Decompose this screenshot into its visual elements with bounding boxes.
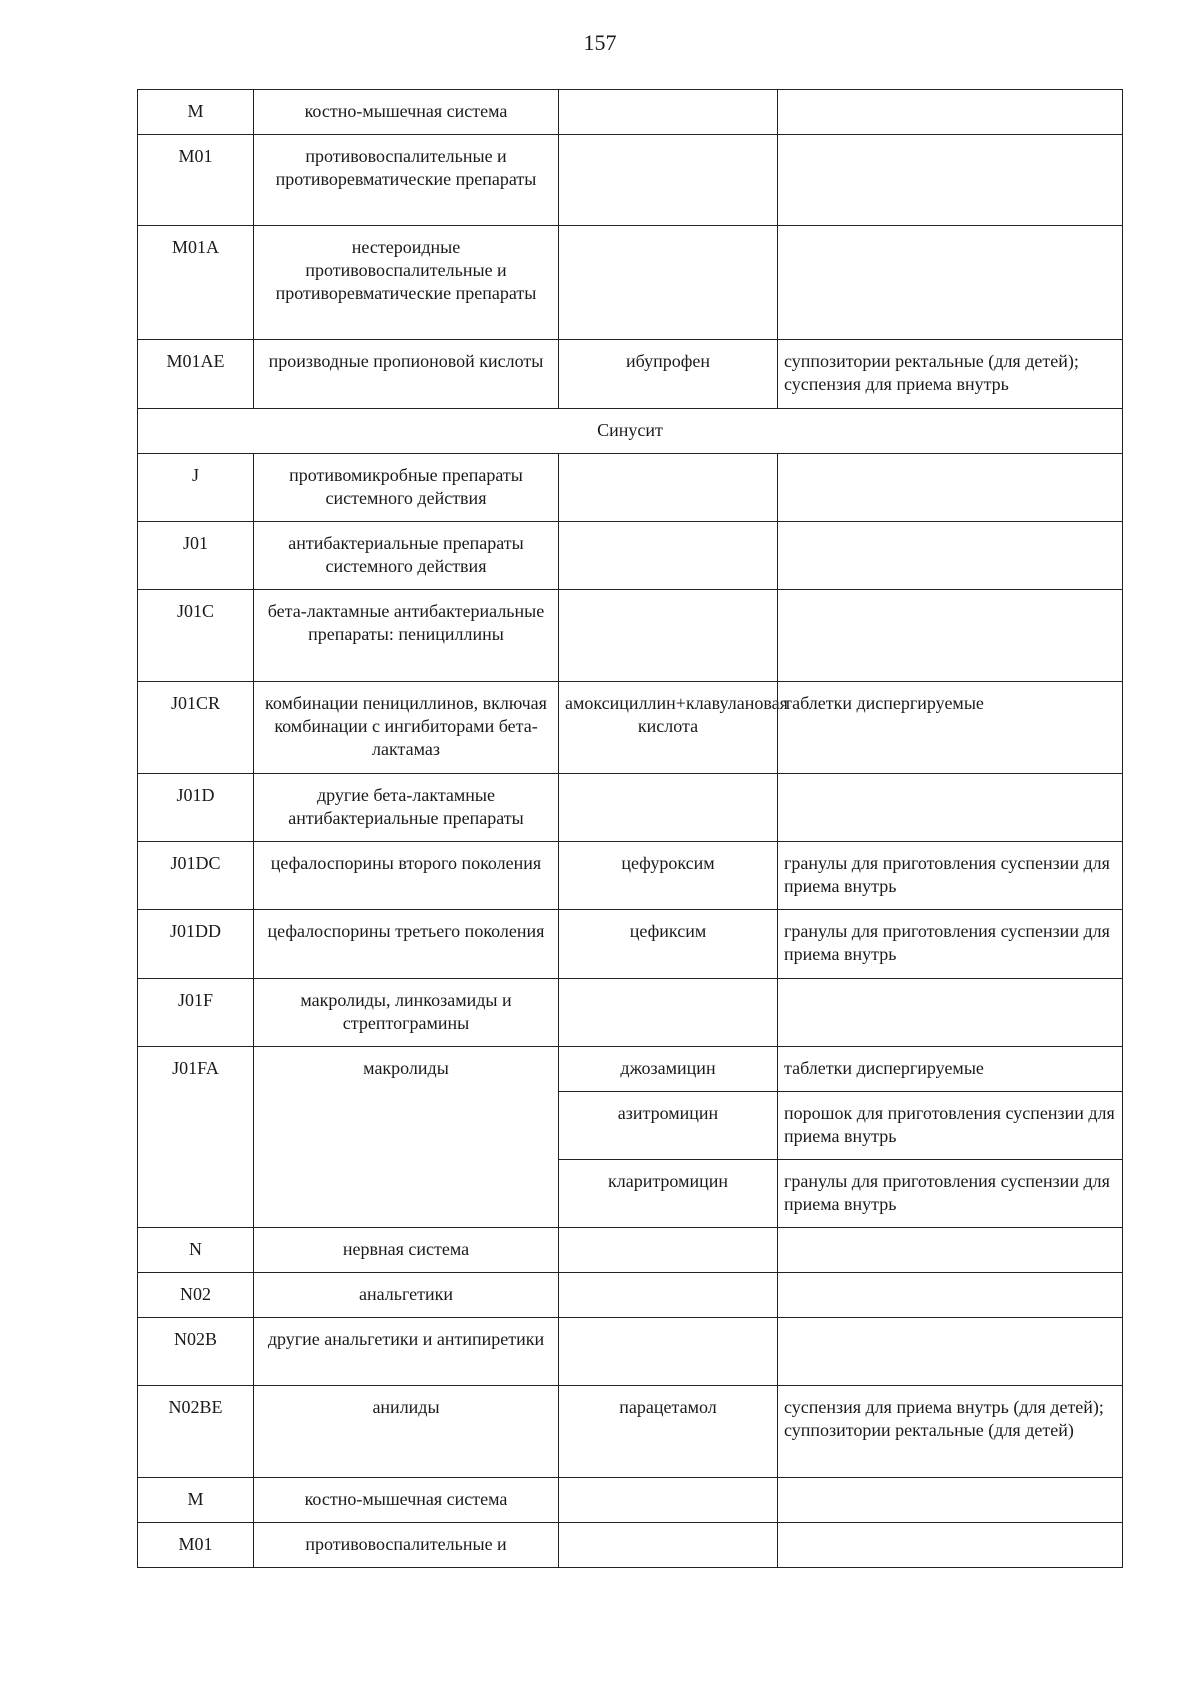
drug-name [559, 1318, 778, 1386]
dosage-form [778, 590, 1123, 682]
table-row [138, 1478, 1123, 1523]
atc-code: N02BE [138, 1386, 254, 1478]
dosage-form: суппозитории ректальные (для детей); суспензия для приема внутрь [778, 340, 1123, 409]
atc-code: N02B [138, 1318, 254, 1386]
drug-name [559, 1478, 778, 1523]
dosage-form: таблетки диспергируемые [778, 1047, 1123, 1092]
drug-name: цефиксим [559, 910, 778, 979]
table-row [138, 590, 1123, 682]
table-row [138, 226, 1123, 340]
table-row [138, 682, 1123, 774]
drug-name: цефуроксим [559, 842, 778, 910]
drug-name [559, 774, 778, 842]
drug-name [559, 1273, 778, 1318]
atc-code: M01 [138, 135, 254, 226]
drug-table [137, 89, 1123, 1568]
dosage-form [778, 226, 1123, 340]
table-row [138, 1386, 1123, 1478]
dosage-form [778, 1273, 1123, 1318]
drug-name [559, 590, 778, 682]
atc-code: J01DD [138, 910, 254, 979]
pharm-group: другие бета-лактамные антибактериальные препараты [254, 774, 559, 842]
pharm-group: противовоспалительные и противоревматические препараты [254, 135, 559, 226]
dosage-form [778, 979, 1123, 1047]
drug-name: джозамицин [559, 1047, 778, 1092]
atc-code: J01D [138, 774, 254, 842]
pharm-group: анилиды [254, 1386, 559, 1478]
pharm-group: бета-лактамные антибактериальные препараты: пенициллины [254, 590, 559, 682]
table-row [138, 1273, 1123, 1318]
pharm-group: цефалоспорины третьего поколения [254, 910, 559, 979]
drug-name [559, 454, 778, 522]
page-number: 157 [583, 30, 617, 55]
atc-code: J01FA [138, 1047, 254, 1228]
atc-code: J01CR [138, 682, 254, 774]
table-row [138, 910, 1123, 979]
table-row [138, 774, 1123, 842]
dosage-form: таблетки диспергируемые [778, 682, 1123, 774]
pharm-group: нервная система [254, 1228, 559, 1273]
pharm-group: производные пропионовой кислоты [254, 340, 559, 409]
drug-name: амоксициллин+клавулановая кислота [559, 682, 778, 774]
pharm-group: костно-мышечная система [254, 90, 559, 135]
drug-name: ибупрофен [559, 340, 778, 409]
table-row [138, 454, 1123, 522]
pharm-group: анальгетики [254, 1273, 559, 1318]
table-row [138, 1523, 1123, 1568]
pharm-group: антибактериальные препараты системного действия [254, 522, 559, 590]
drug-name: парацетамол [559, 1386, 778, 1478]
atc-code: N [138, 1228, 254, 1273]
pharm-group: цефалоспорины второго поколения [254, 842, 559, 910]
dosage-form [778, 1478, 1123, 1523]
drug-name [559, 90, 778, 135]
table-row [138, 979, 1123, 1047]
drug-name: азитромицин [559, 1092, 778, 1160]
atc-code: N02 [138, 1273, 254, 1318]
table-row [138, 135, 1123, 226]
pharm-group: нестероидные противовоспалительные и противоревматические препараты [254, 226, 559, 340]
drug-name [559, 1228, 778, 1273]
table-row [138, 1318, 1123, 1386]
section-row [138, 409, 1123, 454]
dosage-form [778, 522, 1123, 590]
section-title: Синусит [138, 409, 1123, 454]
dosage-form [778, 1523, 1123, 1568]
dosage-form: гранулы для приготовления суспензии для приема внутрь [778, 842, 1123, 910]
pharm-group: противомикробные препараты системного действия [254, 454, 559, 522]
dosage-form [778, 454, 1123, 522]
table-row [138, 90, 1123, 135]
atc-code: J01C [138, 590, 254, 682]
atc-code: M01A [138, 226, 254, 340]
atc-code: M [138, 90, 254, 135]
atc-code: M01 [138, 1523, 254, 1568]
table-row [138, 522, 1123, 590]
atc-code: J [138, 454, 254, 522]
dosage-form: суспензия для приема внутрь (для детей); суппозитории ректальные (для детей) [778, 1386, 1123, 1478]
table-row [138, 1047, 1123, 1092]
table-row [138, 1228, 1123, 1273]
atc-code: J01 [138, 522, 254, 590]
dosage-form: гранулы для приготовления суспензии для приема внутрь [778, 1160, 1123, 1228]
pharm-group: макролиды, линкозамиды и стрептограмины [254, 979, 559, 1047]
dosage-form: гранулы для приготовления суспензии для приема внутрь [778, 910, 1123, 979]
dosage-form [778, 1228, 1123, 1273]
atc-code: J01F [138, 979, 254, 1047]
atc-code: J01DC [138, 842, 254, 910]
dosage-form [778, 774, 1123, 842]
pharm-group: комбинации пенициллинов, включая комбинации с ингибиторами бета-лактамаз [254, 682, 559, 774]
drug-name [559, 226, 778, 340]
drug-name [559, 522, 778, 590]
dosage-form [778, 1318, 1123, 1386]
dosage-form [778, 135, 1123, 226]
pharm-group: костно-мышечная система [254, 1478, 559, 1523]
drug-name [559, 979, 778, 1047]
table-row [138, 340, 1123, 409]
drug-name: кларитромицин [559, 1160, 778, 1228]
pharm-group: противовоспалительные и [254, 1523, 559, 1568]
table-row [138, 842, 1123, 910]
atc-code: M01AE [138, 340, 254, 409]
dosage-form [778, 90, 1123, 135]
dosage-form: порошок для приготовления суспензии для приема внутрь [778, 1092, 1123, 1160]
drug-name [559, 135, 778, 226]
pharm-group: макролиды [254, 1047, 559, 1228]
drug-name [559, 1523, 778, 1568]
atc-code: M [138, 1478, 254, 1523]
pharm-group: другие анальгетики и антипиретики [254, 1318, 559, 1386]
